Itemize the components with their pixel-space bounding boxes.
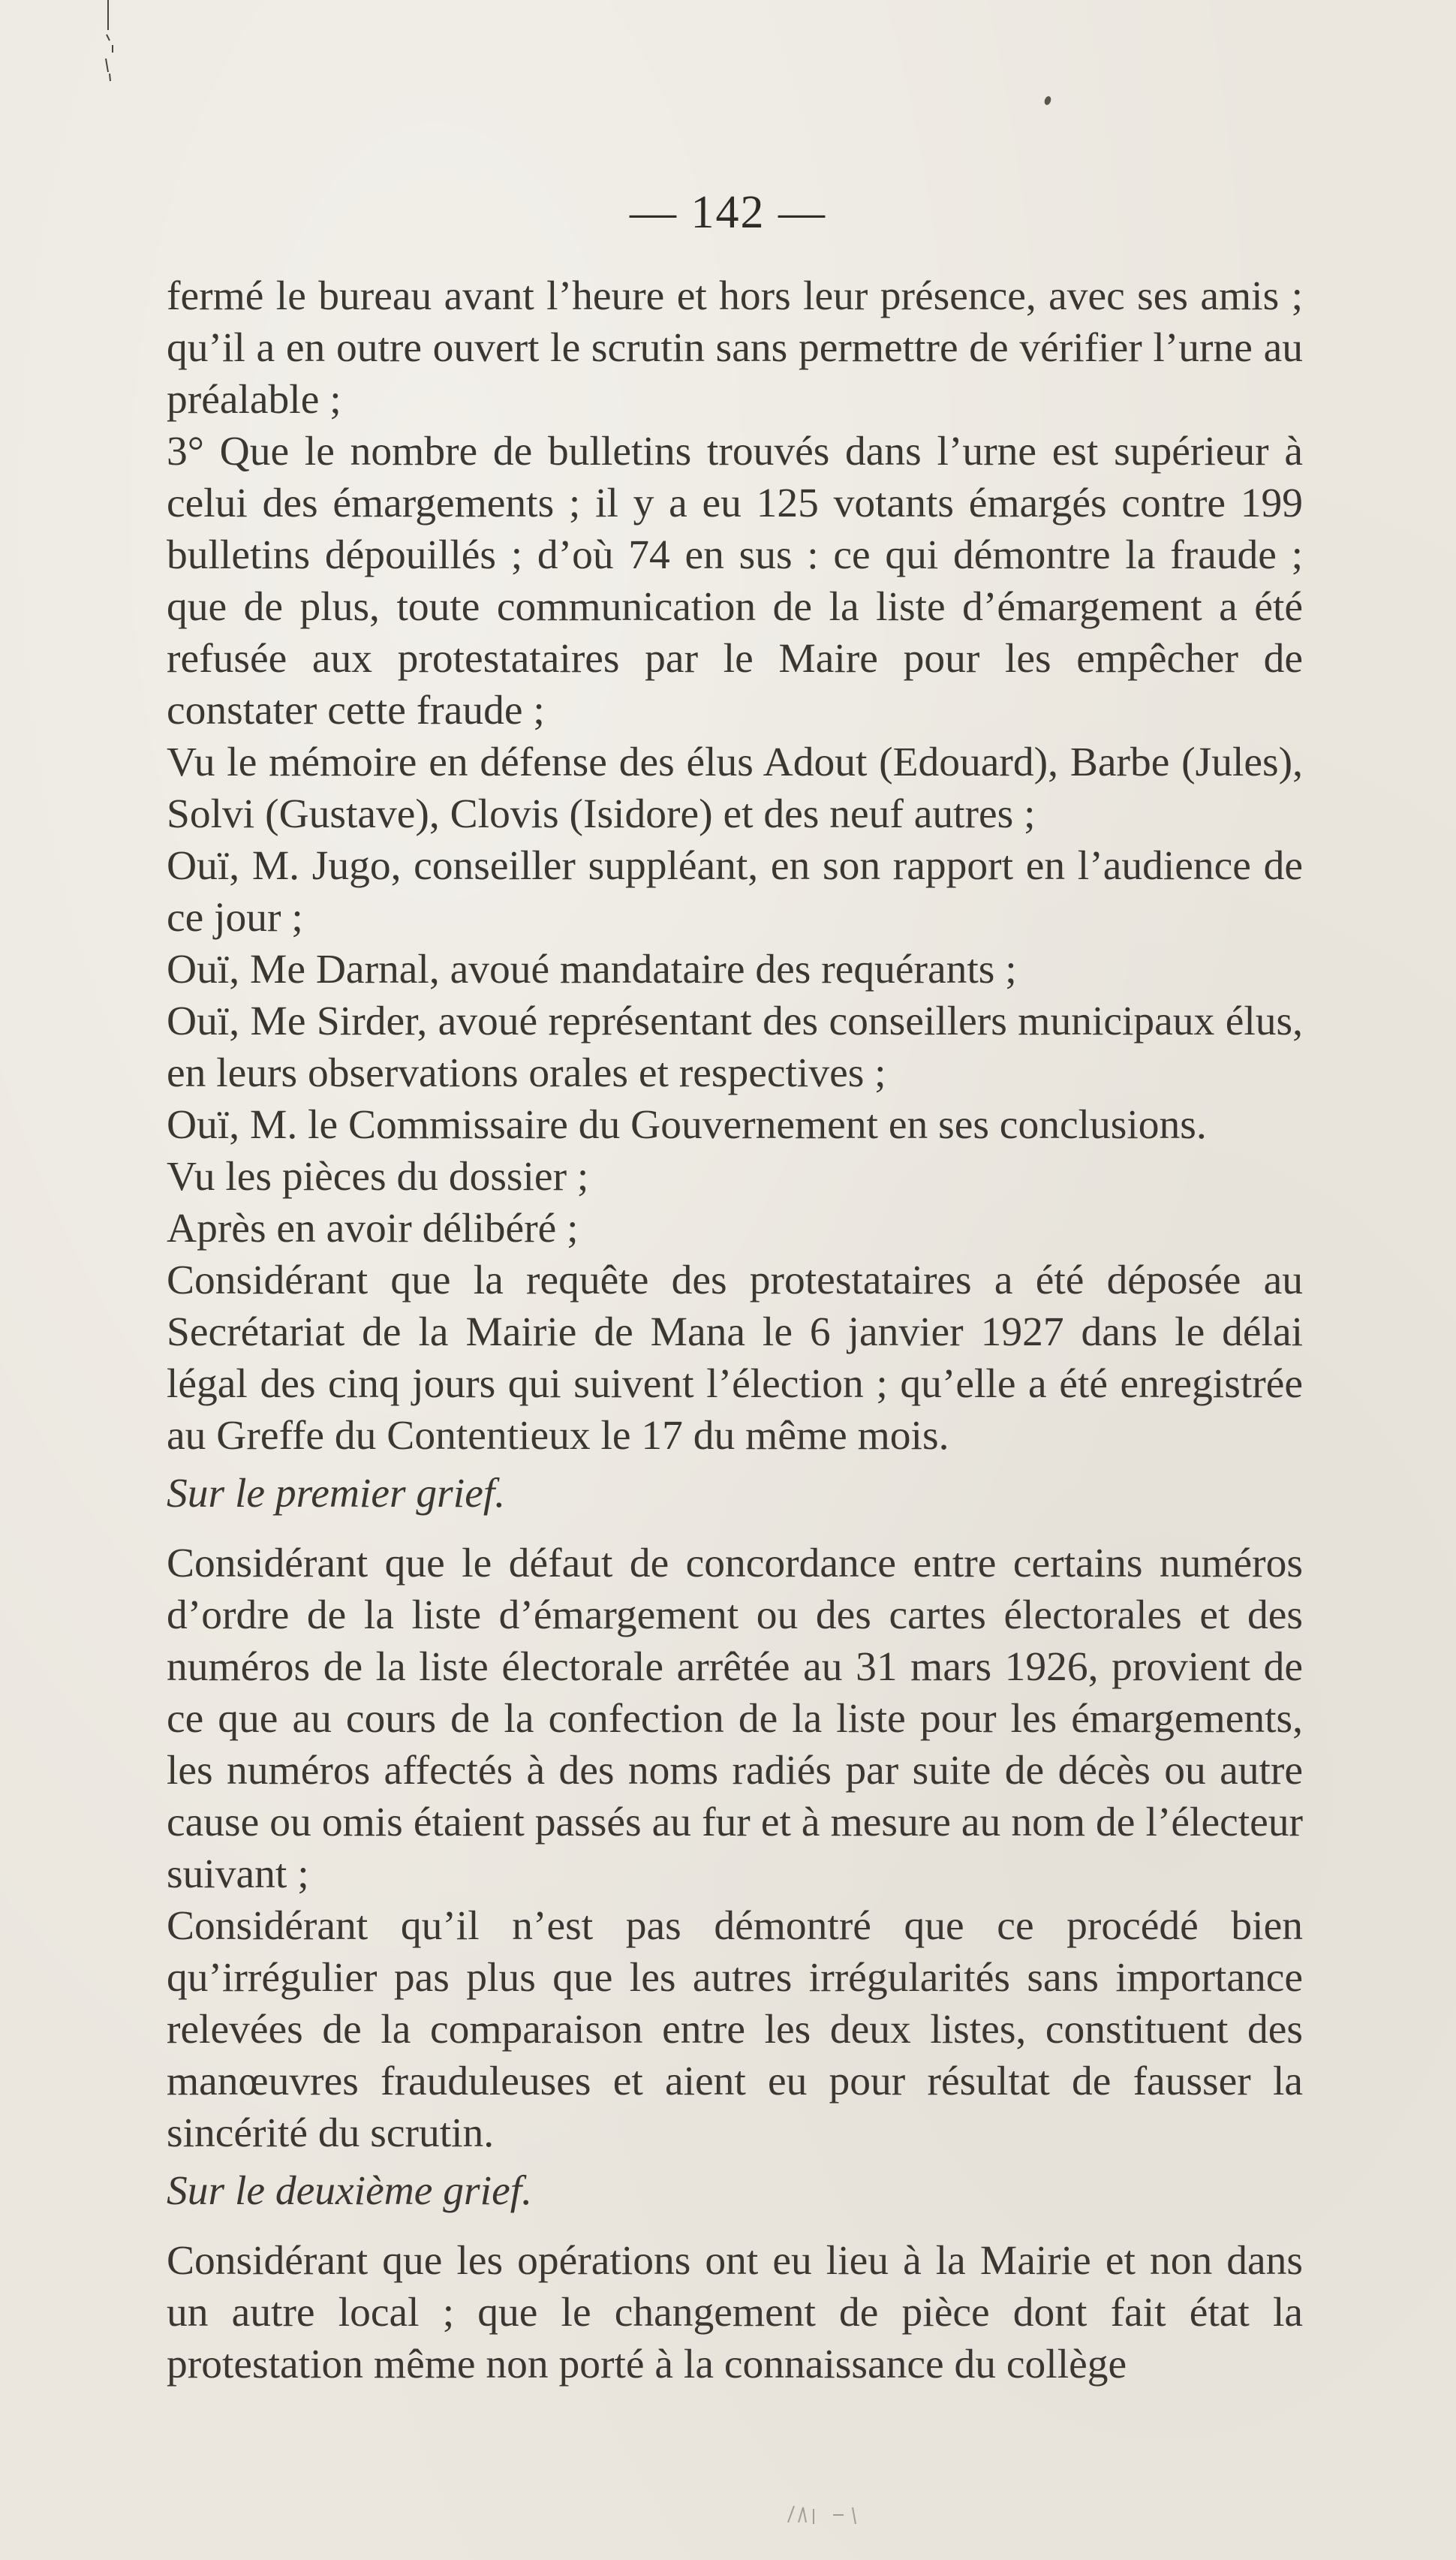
ink-speck	[1043, 95, 1052, 106]
paragraph: Considérant que les opérations ont eu lieu à la Mairie et non dans un autre local ; que le changement de pièce dont fait état la protestation même non porté à la connaissance du collège	[167, 2238, 1303, 2387]
paragraph: Vu les pièces du dossier ;	[167, 1154, 589, 1200]
paragraph: 3° Que le nombre de bulletins trouvés dans l’urne est supérieur à celui des émargements ; il y a eu 125 votants émargés contre 199 bulletins dépouillés ; d’où 74 en sus : ce qui démontre la fraude ; que de plus, toute communication de la liste d’émargement a été refusée aux protestataires par le Maire pour les empêcher de constater cette fraude ;	[167, 429, 1303, 733]
paragraph: Ouï, M. le Commissaire du Gouvernement en ses conclusions.	[167, 1102, 1207, 1148]
section-heading: Sur le deuxième grief.	[167, 2168, 533, 2214]
margin-ink-mark	[104, 0, 119, 90]
paragraph: Ouï, M. Jugo, conseiller suppléant, en son rapport en l’audience de ce jour ;	[167, 843, 1303, 941]
body-text	[167, 270, 1303, 2390]
paragraph: Vu le mémoire en défense des élus Adout (Edouard), Barbe (Jules), Solvi (Gustave), Clovis (Isidore) et des neuf autres ;	[167, 739, 1303, 837]
paragraph: Considérant qu’il n’est pas démontré que ce procédé bien qu’irrégulier pas plus que les autres irrégularités sans importance relevées de la comparaison entre les deux listes, constituent des manœuvres frauduleuses et aient eu pour résultat de fausser la sincérité du scrutin.	[167, 1903, 1303, 2156]
paragraph: Considérant que la requête des protestataires a été déposée au Secrétariat de la Mairie de Mana le 6 janvier 1927 dans le délai légal des cinq jours qui suivent l’élection ; qu’elle a été enregistrée au Greffe du Contentieux le 17 du même mois.	[167, 1257, 1303, 1459]
paragraph: Ouï, Me Darnal, avoué mandataire des requérants ;	[167, 947, 1017, 992]
page-number: — 142 —	[630, 187, 826, 238]
paragraph: Après en avoir délibéré ;	[167, 1206, 579, 1251]
bottom-smudge	[781, 2500, 893, 2530]
paragraph: Ouï, Me Sirder, avoué représentant des conseillers municipaux élus, en leurs observations orales et respectives ;	[167, 998, 1303, 1096]
paragraph: fermé le bureau avant l’heure et hors leur présence, avec ses amis ; qu’il a en outre ouvert le scrutin sans permettre de vérifier l’urne au préalable ;	[167, 273, 1303, 423]
paragraph: Considérant que le défaut de concordance entre certains numéros d’ordre de la liste d’émargement ou des cartes électorales et des numéros de la liste électorale arrêtée au 31 mars 1926, provient de ce que au cours de la confection de la liste pour les émargements, les numéros affectés à des noms radiés par suite de décès ou autre cause ou omis étaient passés au fur et à mesure au nom de l’électeur suivant ;	[167, 1541, 1303, 1897]
section-heading: Sur le premier grief.	[167, 1471, 506, 1516]
